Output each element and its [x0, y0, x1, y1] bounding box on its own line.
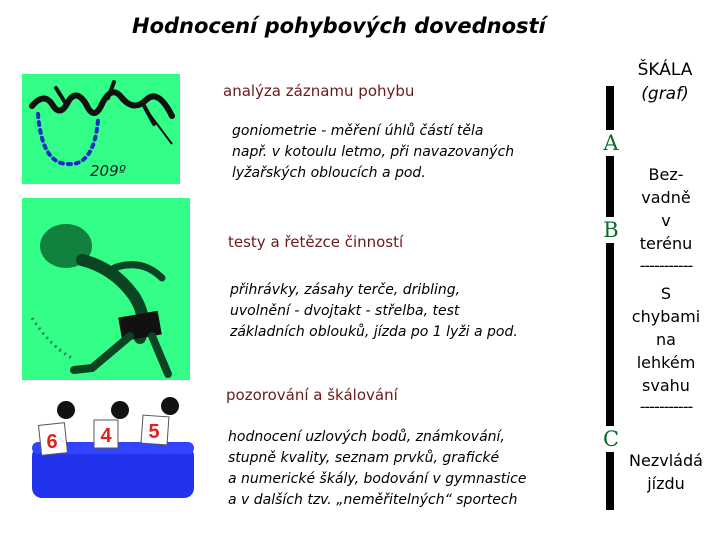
score-card-1	[39, 423, 68, 456]
observation-line: a v dalších tzv. „neměřitelných“ sportech	[228, 492, 518, 508]
level-a-line: vadně	[641, 188, 691, 207]
tests-heading: testy a řetězce činností	[228, 233, 404, 251]
level-b-line: chybami	[631, 307, 701, 326]
level-b-line: svahu	[642, 376, 690, 395]
observation-line: hodnocení uzlových bodů, známkování,	[228, 429, 505, 445]
analysis-line: goniometrie - měření úhlů částí těla	[232, 123, 484, 139]
angle-label: 209º	[90, 162, 126, 180]
judges-panel-icon	[22, 396, 202, 504]
score-card-1-value: 6	[46, 431, 58, 453]
scale-letter-a: A	[598, 130, 624, 156]
level-a-line: terénu	[639, 234, 693, 253]
level-a-line: Bez-	[648, 165, 684, 184]
analysis-line: např. v kotoulu letmo, při navazovaných	[232, 144, 515, 160]
tests-description	[230, 280, 518, 343]
level-b-line: lehkém	[636, 353, 696, 372]
level-c-line: jízdu	[647, 474, 685, 493]
tests-line: přihrávky, zásahy terče, dribling,	[230, 282, 461, 298]
page-title: Hodnocení pohybových dovedností	[132, 14, 546, 38]
scale-title: ŠKÁLA	[637, 60, 693, 80]
analysis-line: lyžařských obloucích a pod.	[232, 165, 426, 181]
level-b-line: S	[660, 284, 672, 303]
observation-line: a numerické škály, bodování v gymnastice	[228, 471, 527, 487]
scale-letter-c: C	[598, 426, 624, 452]
score-card-2	[94, 420, 118, 448]
analysis-heading: analýza záznamu pohybu	[223, 82, 415, 100]
ball-player-silhouette-icon	[22, 198, 190, 380]
analysis-description	[232, 121, 514, 184]
goniometer-arc-icon	[38, 114, 98, 164]
score-card-2-value: 4	[100, 425, 112, 447]
scale-level-b	[616, 282, 716, 397]
tests-line: uvolnění - dvojtakt - střelba, test	[230, 303, 460, 319]
observation-description	[228, 427, 526, 511]
observation-heading: pozorování a škálování	[226, 386, 398, 404]
observation-line: stupně kvality, seznam prvků, grafické	[228, 450, 500, 466]
scale-separator-1: -----------	[639, 256, 693, 275]
level-b-line: na	[656, 330, 676, 349]
level-c-line: Nezvládá	[629, 451, 703, 470]
scale-level-c	[616, 449, 716, 495]
tests-line: základních oblouků, jízda po 1 lyži a pod.	[230, 324, 518, 340]
scale-letter-b: B	[598, 217, 624, 243]
scale-level-a	[616, 163, 716, 255]
score-card-3-value: 5	[148, 421, 160, 443]
judges-panel-image	[22, 396, 202, 504]
score-card-3	[141, 415, 169, 445]
ball-player-image	[22, 198, 190, 380]
scale-subtitle: (graf)	[641, 84, 689, 104]
scale-heading	[624, 58, 706, 106]
scale-separator-2: -----------	[639, 397, 693, 416]
level-a-line: v	[661, 211, 671, 230]
